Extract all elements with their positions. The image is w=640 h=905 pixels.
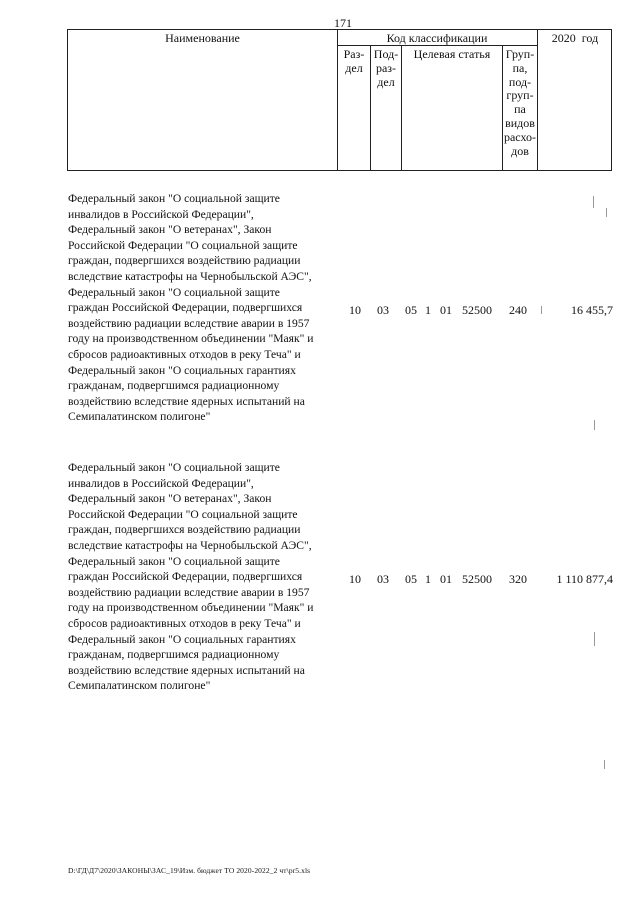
row-1-target-3: 01 [440, 303, 452, 317]
row-1-subsection: 03 [377, 303, 389, 317]
row-2-target-2: 1 [425, 572, 431, 586]
row-1-target-4: 52500 [462, 303, 492, 317]
row-2-section: 10 [349, 572, 361, 586]
header-expense-group: Груп- па, под- груп- па видов расхо- дов [503, 47, 537, 158]
col-divider [401, 45, 402, 170]
header-name: Наименование [165, 31, 240, 45]
header-target-article: Целевая статья [413, 47, 491, 61]
row-2-amount: 1 110 877,4 [556, 572, 613, 586]
scan-speck [594, 632, 595, 646]
row-1-name: Федеральный закон "О социальной защите инвалидов в Российской Федерации", Федеральный закон "О ветеранах", Закон Российской Федерации "О социальной защите граждан, подвергшихся воздействию радиации вследствие катастрофы на Чернобыльской АЭС", Федеральный закон "О социальной защите граждан Российской Федерации, подвергшихся воздействию радиации вследствие аварии в 1957 году на производственном объединении "Маяк" и сбросов радиоактивных отходов в реку Теча" и Федеральный закон "О социальных гарантиях гражданам, подвергшимся радиационному воздействию вследствие ядерных испытаний на Семипалатинском полигоне" [68, 192, 314, 424]
scan-speck [606, 208, 607, 217]
header-section: Раз- дел [343, 47, 365, 75]
row-2-name: Федеральный закон "О социальной защите инвалидов в Российской Федерации", Федеральный закон "О ветеранах", Закон Российской Федерации "О социальной защите граждан, подвергшихся воздействию радиации вследствие катастрофы на Чернобыльской АЭС", Федеральный закон "О социальной защите граждан Российской Федерации, подвергшихся воздействию радиации вследствие аварии в 1957 году на производственном объединении "Маяк" и сбросов радиоактивных отходов в реку Теча" и Федеральный закон "О социальных гарантиях гражданам, подвергшимся радиационному воздействию вследствие ядерных испытаний на Семипалатинском полигоне" [68, 461, 314, 693]
row-2-target-4: 52500 [462, 572, 492, 586]
row-2-target-3: 01 [440, 572, 452, 586]
header-subsection: Под- раз- дел [373, 47, 399, 89]
col-divider [537, 30, 538, 170]
row-1-amount: 16 455,7 [571, 303, 613, 317]
scan-speck [594, 420, 595, 430]
row-2-subsection: 03 [377, 572, 389, 586]
row-1-group: 240 [509, 303, 527, 317]
row-1-target-1: 05 [405, 303, 417, 317]
scan-speck [593, 196, 594, 208]
row-2-target-1: 05 [405, 572, 417, 586]
row-1-section: 10 [349, 303, 361, 317]
scan-speck [541, 306, 542, 314]
header-classification: Код классификации [386, 31, 488, 45]
row-2-group: 320 [509, 572, 527, 586]
page-number: 171 [334, 16, 352, 30]
scan-speck [604, 760, 605, 769]
file-path-footer: D:\ГД\Д7\2020\ЗАКОНЫ\ЗАС_19\Изм. бюджет ТО 2020-2022_2 чт\pr5.xls [68, 866, 311, 875]
header-year: 2020 год [551, 31, 599, 45]
table-header [67, 29, 612, 171]
row-1-target-2: 1 [425, 303, 431, 317]
